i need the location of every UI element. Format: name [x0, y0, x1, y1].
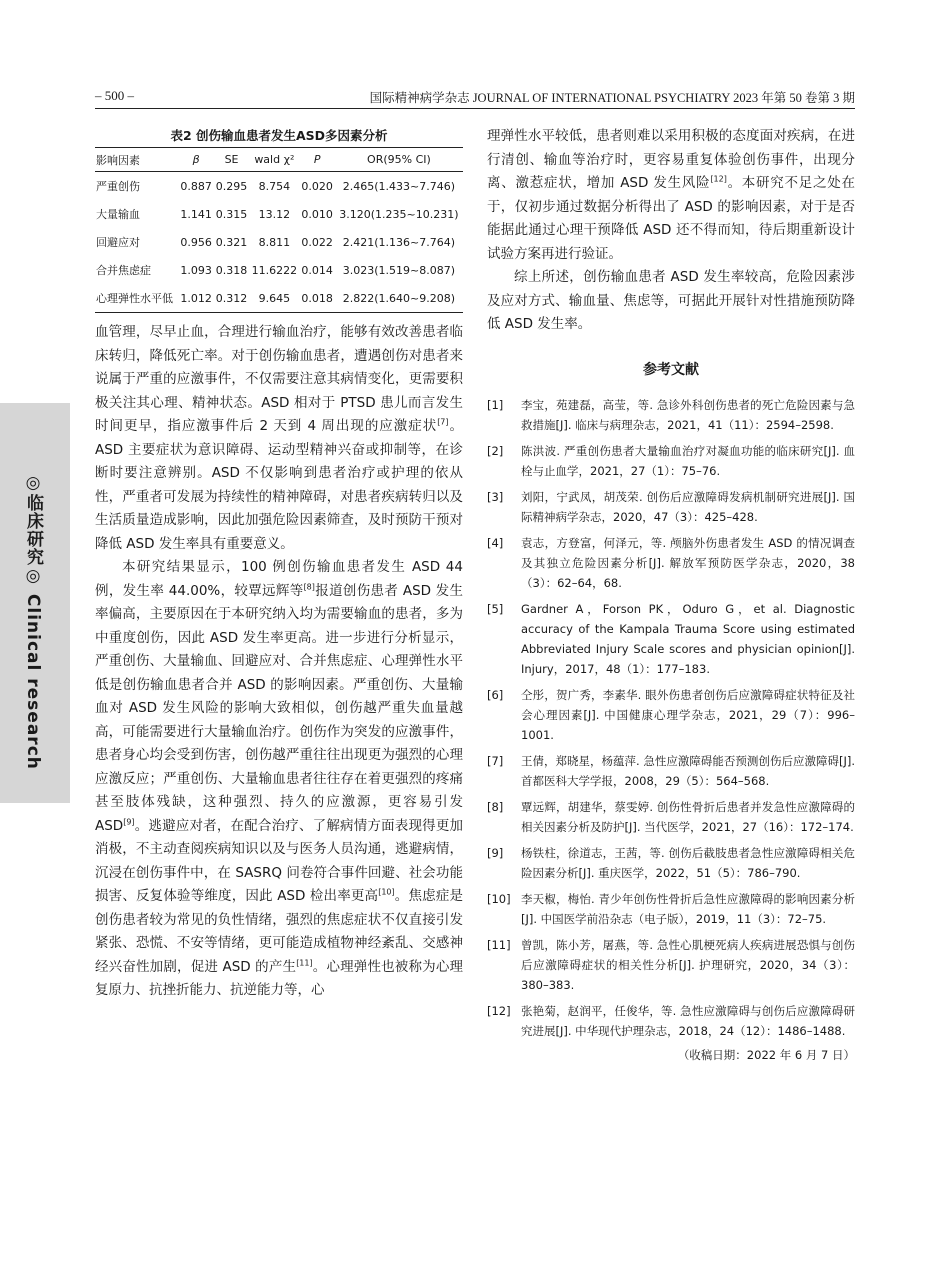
- col-or: OR(95% CI): [335, 148, 463, 172]
- cell: 0.014: [301, 263, 333, 277]
- cell: 0.315: [215, 207, 248, 221]
- reference-item: [4] 袁志，方登富，何泽元，等. 颅脑外伤患者发生 ASD 的情况调查及其独立危险因素分析[J]. 解放军预防医学杂志，2020，38（3）：62–64，68.: [487, 535, 855, 590]
- reference-item: [12] 张艳菊，赵润平，任俊华，等. 急性应激障碍与创伤后应激障碍研究进展[J]. 中华现代护理杂志，2018，24（12）：1486–1488.: [487, 1003, 855, 1038]
- cell: 0.010: [301, 207, 333, 221]
- reference-item: [1] 李宝，苑建磊，高莹，等. 急诊外科创伤患者的死亡危险因素与急救措施[J]. 临床与病理杂志，2021，41（11）：2594–2598.: [487, 397, 855, 432]
- cell: 13.12: [258, 207, 291, 221]
- reference-item: [3] 刘阳，宁武凤，胡茂荣. 创伤后应激障碍发病机制研究进展[J]. 国际精神病学杂志，2020，47（3）：425–428.: [487, 489, 855, 524]
- table-caption: 表2 创伤输血患者发生ASD多因素分析: [170, 128, 388, 143]
- left-column: [95, 125, 463, 1003]
- cell: 2.465(1.433~7.746): [342, 179, 456, 193]
- table-row: [95, 284, 463, 313]
- reference-item: [7] 王倩，郑晓星，杨蕴萍. 急性应激障碍能否预测创伤后应激障碍[J]. 首都医科大学学报，2008，29（5）：564–568.: [487, 753, 855, 788]
- cell: 0.018: [299, 284, 334, 313]
- col-wald: wald χ²: [249, 148, 299, 172]
- cell: 1.093: [180, 263, 212, 277]
- cell: 0.956: [180, 235, 212, 249]
- cell: 心理弹性水平低: [95, 284, 178, 313]
- table-row: [95, 228, 463, 256]
- cell: 9.645: [249, 284, 299, 313]
- col-factor: 影响因素: [95, 148, 178, 172]
- reference-item: [10] 李天椒，梅怡. 青少年创伤性骨折后急性应激障碍的影响因素分析[J]. 中国医学前沿杂志（电子版），2019，11（3）：72–75.: [487, 891, 855, 926]
- cell: 0.022: [301, 235, 333, 249]
- paragraph: 血管理，尽早止血，合理进行输血治疗，能够有效改善患者临床转归，降低死亡率。对于创伤输血患者，遭遇创伤对患者来说属于严重的应激事件，不仅需要注意其病情变化，更需要积极关注其心理、精神状态。ASD 相对于 PTSD 患儿而言发生时间更早，指应激事件后 2 天到 4 周出现的应激症状[7]。ASD 主要症状为意识障碍、运动型精神兴奋或抑制等，在诊断时要注意辨别。ASD 不仅影响到患者治疗或护理的依从性，严重者可发展为持续性的精神障碍，对患者疾病转归以及生活质量造成影响，因此加强危险因素筛查，及时预防干预对降低 ASD 发生率具有重要意义。: [95, 324, 464, 552]
- cell: 0.295: [215, 179, 248, 193]
- cell: 8.754: [258, 179, 291, 193]
- cell: 1.141: [180, 207, 212, 221]
- cell: 0.020: [301, 179, 333, 193]
- cell: 11.6222: [251, 263, 298, 277]
- page-number: – 500 –: [95, 88, 134, 103]
- table-row: [95, 172, 463, 201]
- journal-title: 国际精神病学杂志 JOURNAL OF INTERNATIONAL PSYCHIATRY 2023 年第 50 卷第 3 期: [369, 91, 855, 105]
- cell: 0.312: [214, 284, 249, 313]
- reference-item: [9] 杨铁柱，徐道志，王茜，等. 创伤后截肢患者急性应激障碍相关危险因素分析[J]. 重庆医学，2022，51（5）：786–790.: [487, 845, 855, 880]
- cell: 3.120(1.235~10.231): [339, 207, 459, 221]
- reference-item: [11] 曾凯，陈小芳，屠燕，等. 急性心肌梗死病人疾病进展恐惧与创伤后应激障碍症状的相关性分析[J]. 护理研究，2020，34（3）：380–383.: [487, 937, 855, 992]
- section-side-tab: [0, 403, 70, 803]
- cell: 2.421(1.136~7.764): [342, 235, 456, 249]
- results-table: [95, 147, 463, 313]
- references-title: 参考文献: [643, 361, 699, 378]
- cell: 3.023(1.519~8.087): [342, 263, 456, 277]
- table-row: [95, 200, 463, 228]
- cell: 回避应对: [96, 236, 140, 249]
- cell: 8.811: [258, 235, 291, 249]
- col-se: SE: [214, 148, 249, 172]
- table-row: [95, 256, 463, 284]
- citation: [11]: [296, 958, 313, 967]
- references-list: [487, 395, 855, 1041]
- cell: 合并焦虑症: [96, 264, 151, 277]
- cell: 0.887: [180, 179, 212, 193]
- cell: 2.822(1.640~9.208): [335, 284, 463, 313]
- reference-item: [2] 陈洪波. 严重创伤患者大量输血治疗对凝血功能的临床研究[J]. 血栓与止血学，2021，27（1）：75–76.: [487, 443, 855, 478]
- paragraph: 理弹性水平较低，患者则难以采用积极的态度面对疾病，在进行清创、输血等治疗时，更容易重复体验创伤事件，出现分离、激惹症状，增加 ASD 发生风险[12]。本研究不足之处在于，仅初步通过数据分析得出了 ASD 的影响因素，对于是否能据此通过心理干预降低 ASD 还不得而知，待后期重新设计试验方案再进行验证。: [487, 128, 855, 262]
- cell: 大量输血: [96, 208, 140, 221]
- cell: 0.318: [215, 263, 248, 277]
- received-date: （收稿日期：2022 年 6 月 7 日）: [677, 1047, 855, 1062]
- reference-item: [8] 覃远辉，胡建华，蔡雯婷. 创伤性骨折后患者并发急性应激障碍的相关因素分析及防护[J]. 当代医学，2021，27（16）：172–174.: [487, 799, 855, 834]
- col-p: P: [299, 148, 334, 172]
- cell: 严重创伤: [96, 180, 140, 193]
- table-header-row: [95, 148, 463, 172]
- running-header: [95, 86, 855, 109]
- reference-item: [5] Gardner A，Forson PK，Oduro G，et al. Diagnostic accuracy of the Kampala Trauma Score using estimated Abbreviated Injury Scale scores and physician opinion[J]. Injury，2017，48（1）：177–183.: [487, 601, 855, 676]
- section-label: ◎临床研究◎ Clinical research: [23, 473, 43, 770]
- cell: 1.012: [178, 284, 213, 313]
- col-beta: β: [178, 148, 213, 172]
- citation: [7]: [437, 417, 449, 427]
- left-body-text: [95, 321, 463, 1003]
- cell: 0.321: [215, 235, 248, 249]
- right-column: [487, 125, 855, 1063]
- reference-item: [6] 仝彤，贺广秀，李素华. 眼外伤患者创伤后应激障碍症状特征及社会心理因素[J]. 中国健康心理学杂志，2021，29（7）：996–1001.: [487, 687, 855, 742]
- citation: [9]: [123, 817, 135, 826]
- citation: [8]: [303, 582, 315, 591]
- conclusion-paragraph: 综上所述，创伤输血患者 ASD 发生率较高，危险因素涉及应对方式、输血量、焦虑等，可据此开展针对性措施预防降低 ASD 发生率。: [487, 269, 855, 332]
- citation: [12]: [710, 174, 727, 184]
- right-body-text: [487, 125, 855, 337]
- citation: [10]: [378, 887, 395, 897]
- paragraph: 本研究结果显示，100 例创伤输血患者发生 ASD 44 例，发生率 44.00%，较覃远辉等[8]报道创伤患者 ASD 发生率偏高，主要原因在于本研究纳入均为需要输血的患者，多为中重度创伤，因此 ASD 发生率更高。进一步进行分析显示，严重创伤、大量输血、回避应对、合并焦虑症、心理弹性水平低是创伤输血患者合并 ASD 的影响因素。严重创伤、大量输血对 ASD 发生风险的影响大致相似，创伤越严重失血量越高，可能需要进行大量输血治疗。创伤作为突发的应激事件，患者身心均会受到伤害，创伤越严重往往出现更为强烈的心理应激反应；严重创伤、大量输血患者往往存在着更强烈的疼痛甚至肢体残缺，这种强烈、持久的应激源，更容易引发 ASD[9]。逃避应对者，在配合治疗、了解病情方面表现得更加消极，不主动查阅疾病知识以及与医务人员沟通，逃避病情，沉浸在创伤事件中，在 SASRQ 问卷符合事件回避、社会功能损害、反复体验等维度，因此 ASD 检出率更高[10]。焦虑症是创伤患者较为常见的负性情绪，强烈的焦虑症状不仅直接引发紧张、恐慌、不安等情绪，更可能造成植物神经紊乱、交感神经兴奋性加剧，促进 ASD 的产生[11]。心理弹性也被称为心理复原力、抗挫折能力、抗逆能力等，心: [95, 559, 463, 998]
